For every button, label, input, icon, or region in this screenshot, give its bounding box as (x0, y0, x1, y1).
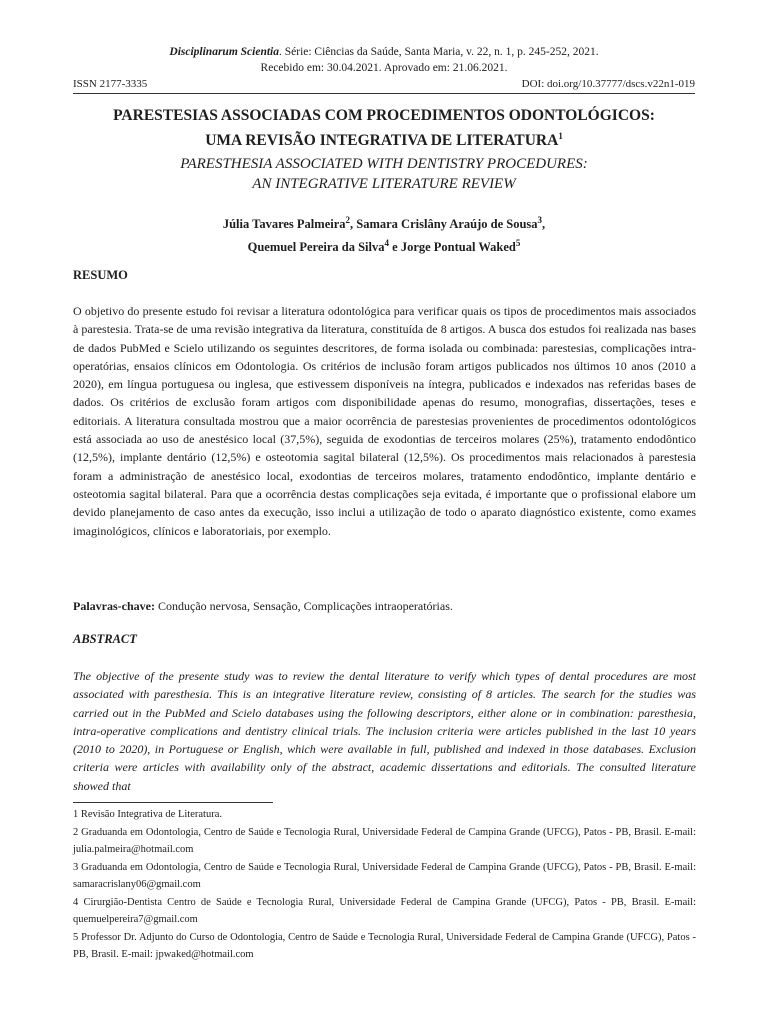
author-separator: , (542, 217, 546, 232)
abstract-heading: ABSTRACT (73, 632, 137, 646)
footnote-divider (73, 802, 273, 803)
received-approved-dates: Recebido em: 30.04.2021. Aprovado em: 21.06.2021. (260, 62, 508, 74)
title-en-line1: PARESTHESIA ASSOCIATED WITH DENTISTRY PROCEDURES: (180, 156, 588, 172)
footnote: 2 Graduanda em Odontologia, Centro de Saúde e Tecnologia Rural, Universidade Federal de Campina Grande (UFCG), Patos - PB, Brasil. E-mail: julia.palmeira@hotmail.com (73, 826, 696, 855)
footnote: 5 Professor Dr. Adjunto do Curso de Odontologia, Centro de Saúde e Tecnologia Rural, Universidade Federal de Campina Grande (UFCG), Patos - PB, Brasil. E-mail: jpwaked@hotmail.com (73, 931, 696, 960)
authors-line2 (60, 234, 708, 257)
author-name: Quemuel Pereira da Silva (247, 240, 385, 255)
author-name: Jorge Pontual Waked (400, 240, 516, 255)
author-separator: e (389, 240, 401, 255)
header-divider (73, 93, 695, 94)
author-footnote-marker[interactable]: 4 (384, 238, 390, 249)
title-en-line2: AN INTEGRATIVE LITERATURE REVIEW (252, 176, 516, 192)
footnote: 1 Revisão Integrativa de Literatura. (73, 809, 222, 820)
footnotes (73, 806, 696, 964)
keywords-text: Condução nervosa, Sensação, Complicações intraoperatórias. (154, 599, 453, 613)
journal-name: Disciplinarum Scientia (169, 46, 279, 58)
title-pt-line2: UMA REVISÃO INTEGRATIVA DE LITERATURA (205, 132, 559, 150)
journal-header (0, 44, 768, 76)
author-name: Samara Crislâny Araújo de Sousa (356, 217, 538, 232)
title-pt-line1: PARESTESIAS ASSOCIADAS COM PROCEDIMENTOS ODONTOLÓGICOS: (113, 107, 655, 124)
doi-link[interactable]: DOI: doi.org/10.37777/dscs.v22n1-019 (521, 78, 695, 90)
resumo-heading: RESUMO (73, 268, 128, 282)
author-list (60, 211, 708, 257)
footnote: 4 Cirurgião-Dentista Centro de Saúde e Tecnologia Rural, Universidade Federal de Campina Grande (UFCG), Patos - PB, Brasil. E-mail: quemuelpereira7@gmail.com (73, 896, 696, 925)
author-name: Júlia Tavares Palmeira (222, 217, 346, 232)
authors-line1 (60, 211, 708, 234)
author-footnote-marker[interactable]: 2 (345, 215, 351, 225)
author-separator: , (350, 217, 357, 232)
journal-citation (0, 44, 768, 60)
title-footnote-marker[interactable]: 1 (558, 131, 563, 141)
footnote: 3 Graduanda em Odontologia, Centro de Saúde e Tecnologia Rural, Universidade Federal de Campina Grande (UFCG), Patos - PB, Brasil. E-mail: samaracrislany06@gmail.com (73, 861, 696, 890)
article-title-en (60, 154, 708, 194)
issn: ISSN 2177-3335 (73, 78, 148, 90)
citation-text: . Série: Ciências da Saúde, Santa Maria, v. 22, n. 1, p. 245-252, 2021. (278, 46, 599, 58)
keywords (73, 597, 696, 615)
author-footnote-marker[interactable]: 5 (515, 238, 521, 249)
abstract-body: The objective of the presente study was to review the dental literature to verify which types of dental procedures are most associated with paresthesia. This is an integrative literature review, consisting of 8 articles. The search for the studies was carried out in the PubMed and Scielo databases using the following descriptors, either alone or in combination: paresthesia, intra-operative complications and dentistry clinical trials. The inclusion criteria were articles published in the last 10 years (2010 to 2020), in Portuguese or English, which were available in full, published and indexed in those databases. Exclusion criteria were articles with availability only of the abstract, academic dissertations and editorials. The consulted literature showed that (73, 669, 696, 793)
resumo-body: O objetivo do presente estudo foi revisar a literatura odontológica para verificar quais os tipos de procedimentos mais associados à parestesia. Trata-se de uma revisão integrativa da literatura, constituída de 8 artigos. A busca dos estudos foi realizada nas bases de dados PubMed e Scielo utilizando os seguintes descritores, de forma isolada ou combinada: parestesias, complicações intra-operatórias, ensaios clínicos em Odontologia. Os critérios de inclusão foram artigos publicados nos últimos 10 anos (2010 a 2020), em língua portuguesa ou inglesa, que estivessem disponíveis na íntegra, publicados e indexados nas referidas bases de dados. Os critérios de exclusão foram artigos com disponibilidade apenas do resumo, monografias, dissertações, teses e editoriais. A literatura consultada mostrou que a maior ocorrência de parestesias provenientes de procedimentos odontológicos está associada ao uso de anestésico local (37,5%), seguida de exodontias de terceiros molares (25%), tratamento endodôntico (12,5%), implante dentário (12,5%) e osteotomia sagital bilateral (12,5%). Os procedimentos mais relacionados à parestesia foram a administração de anestésico local, exodontias de terceiros molares, tratamento endodôntico, implante dentário e osteotomia sagital bilateral. Para que a ocorrência destas complicações seja evitada, é importante que o profissional elabore um devido planejamento de caso antes da execução, isso inclui a utilização de todo o aparato diagnóstico existente, como exames imaginológicos, clínicos e laboratoriais, por exemplo. (73, 304, 696, 538)
article-title-pt (60, 106, 708, 151)
author-footnote-marker[interactable]: 3 (537, 215, 543, 225)
keywords-label: Palavras-chave: (73, 599, 155, 613)
title-pt-line2-wrap (60, 126, 708, 151)
